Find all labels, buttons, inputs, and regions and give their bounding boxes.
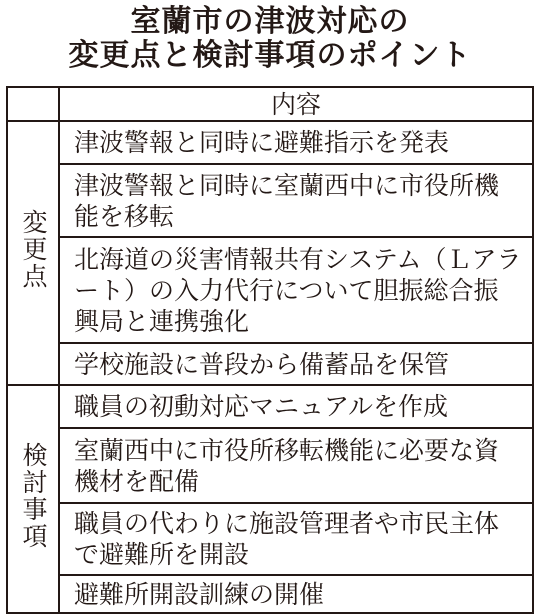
table-cell-item: 室蘭西中に市役所移転機能に必要な資機材を配備 <box>59 428 533 503</box>
category-changes-cell <box>7 121 59 385</box>
measures-table <box>6 86 534 614</box>
table-row <box>7 385 533 428</box>
category-review-label: 検討事項 <box>19 441 48 550</box>
table-row <box>7 503 533 575</box>
table-row <box>7 164 533 237</box>
table-row <box>7 121 533 164</box>
table-cell-item: 職員の代わりに施設管理者や市民主体で避難所を開設 <box>59 503 533 575</box>
category-changes-label: 変更点 <box>19 209 48 290</box>
table-cell-item: 学校施設に普段から備蓄品を保管 <box>59 343 533 385</box>
category-review-cell <box>7 385 59 613</box>
title-line-1: 室蘭市の津波対応の <box>130 4 410 39</box>
table-cell-item: 北海道の災害情報共有システム（Ｌアラート）の入力代行について胆振総合振興局と連携強化 <box>59 237 533 343</box>
table-cell-item: 職員の初動対応マニュアルを作成 <box>59 385 533 428</box>
table-cell-item: 避難所開設訓練の開催 <box>59 575 533 613</box>
table-header-row <box>7 87 533 121</box>
header-blank-cell <box>7 87 59 121</box>
title-line-2: 変更点と検討事項のポイント <box>68 38 472 73</box>
table-row <box>7 343 533 385</box>
table-cell-item: 津波警報と同時に避難指示を発表 <box>59 121 533 164</box>
table-row <box>7 575 533 613</box>
header-content-cell: 内容 <box>59 87 533 121</box>
table-cell-item: 津波警報と同時に室蘭西中に市役所機能を移転 <box>59 164 533 237</box>
table-row <box>7 237 533 343</box>
table-row <box>7 428 533 503</box>
